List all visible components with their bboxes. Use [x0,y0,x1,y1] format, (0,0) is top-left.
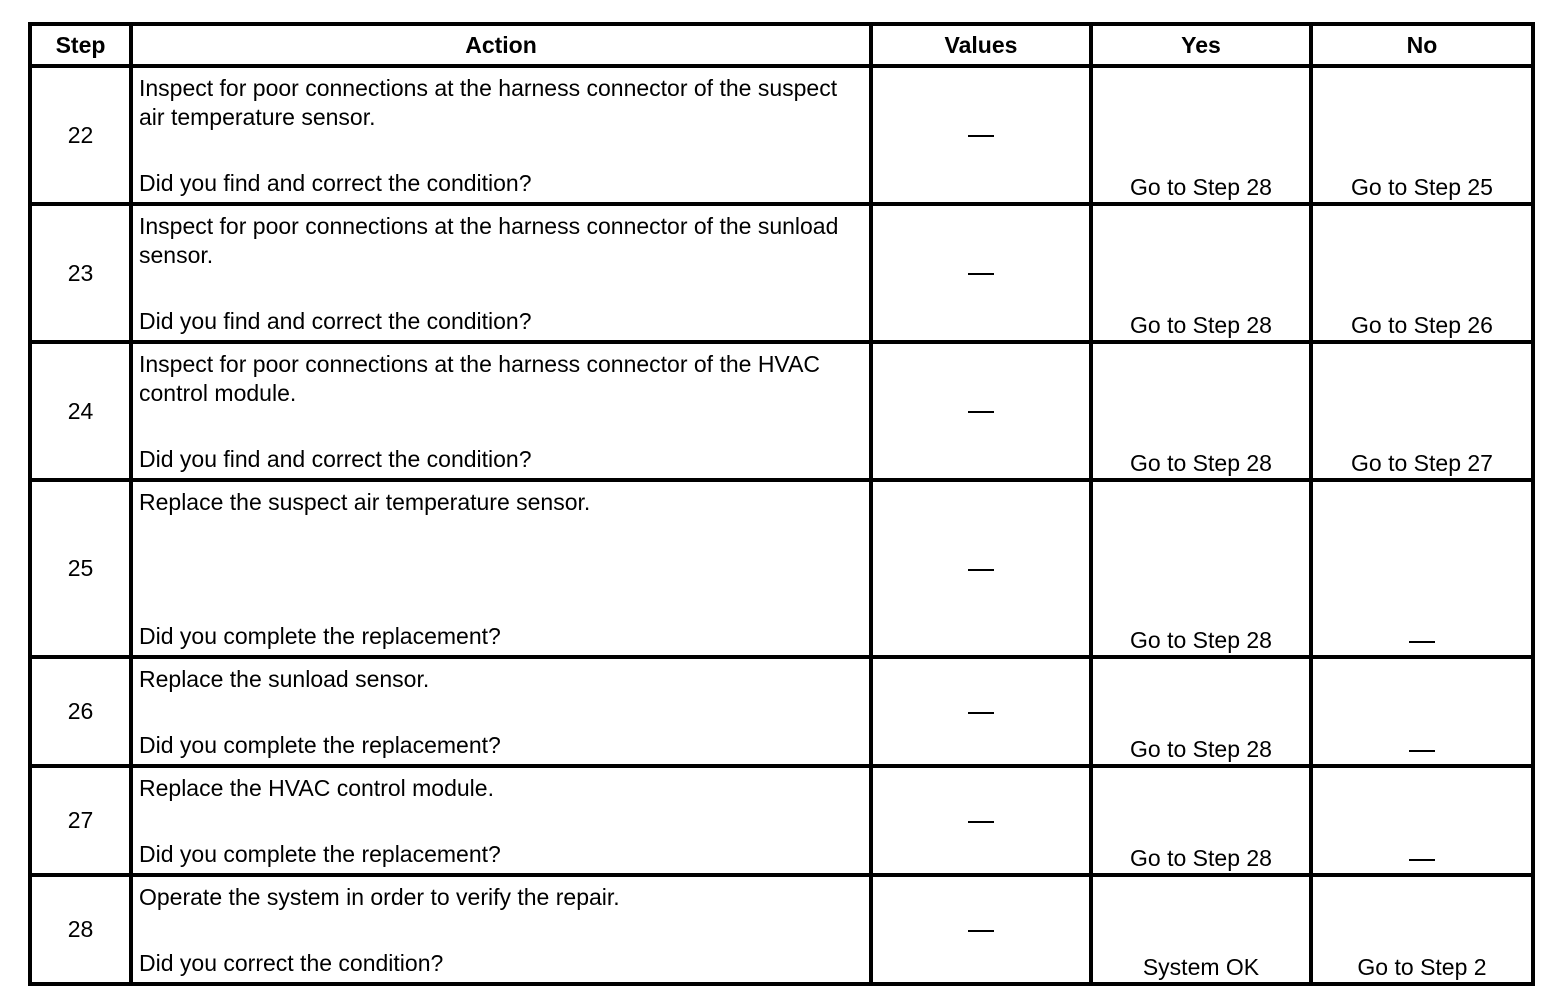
values-cell [871,657,1091,766]
values-cell [871,342,1091,480]
action-question: Did you correct the condition? [139,950,444,976]
header-values: Values [871,24,1091,66]
step-number: 26 [30,657,131,766]
yes-cell: Go to Step 28 [1091,66,1311,204]
step-number: 25 [30,480,131,657]
em-dash [968,930,994,932]
em-dash [968,411,994,413]
action-instruction: Inspect for poor connections at the harness connector of the sunload sensor. [139,213,839,268]
action-instruction: Replace the HVAC control module. [139,775,494,801]
table-header-row [30,24,1533,66]
action-instruction: Inspect for poor connections at the harness connector of the suspect air temperature sensor. [139,75,838,130]
no-cell [1311,480,1533,657]
action-cell [131,342,871,480]
header-no: No [1311,24,1533,66]
header-yes: Yes [1091,24,1311,66]
yes-cell: Go to Step 28 [1091,342,1311,480]
em-dash [1409,750,1435,752]
em-dash [1409,859,1435,861]
values-cell [871,480,1091,657]
table-row [30,766,1533,875]
values-cell [871,766,1091,875]
step-number: 28 [30,875,131,984]
table-row [30,342,1533,480]
no-cell: Go to Step 25 [1311,66,1533,204]
step-number: 27 [30,766,131,875]
em-dash [1409,641,1435,643]
yes-cell: System OK [1091,875,1311,984]
action-cell [131,66,871,204]
table-row [30,204,1533,342]
table-row [30,657,1533,766]
yes-cell: Go to Step 28 [1091,657,1311,766]
no-cell: Go to Step 27 [1311,342,1533,480]
action-question: Did you find and correct the condition? [139,170,532,196]
em-dash [968,712,994,714]
action-cell [131,875,871,984]
em-dash [968,273,994,275]
step-number: 22 [30,66,131,204]
values-cell [871,875,1091,984]
em-dash [968,821,994,823]
values-cell [871,66,1091,204]
header-step: Step [30,24,131,66]
yes-cell: Go to Step 28 [1091,480,1311,657]
action-question: Did you find and correct the condition? [139,308,532,334]
em-dash [968,135,994,137]
action-cell [131,766,871,875]
table-row [30,480,1533,657]
diagnostic-steps-table [28,22,1535,986]
action-question: Did you find and correct the condition? [139,446,532,472]
action-question: Did you complete the replacement? [139,841,501,867]
action-question: Did you complete the replacement? [139,732,501,758]
action-instruction: Operate the system in order to verify the repair. [139,884,620,910]
no-cell [1311,766,1533,875]
action-instruction: Replace the sunload sensor. [139,666,430,692]
values-cell [871,204,1091,342]
action-cell [131,480,871,657]
yes-cell: Go to Step 28 [1091,204,1311,342]
action-question: Did you complete the replacement? [139,623,501,649]
yes-cell: Go to Step 28 [1091,766,1311,875]
action-cell [131,657,871,766]
no-cell: Go to Step 2 [1311,875,1533,984]
no-cell: Go to Step 26 [1311,204,1533,342]
action-instruction: Replace the suspect air temperature sensor. [139,489,591,515]
em-dash [968,569,994,571]
header-action: Action [131,24,871,66]
step-number: 24 [30,342,131,480]
table-row [30,66,1533,204]
table-row [30,875,1533,984]
no-cell [1311,657,1533,766]
step-number: 23 [30,204,131,342]
action-cell [131,204,871,342]
action-instruction: Inspect for poor connections at the harness connector of the HVAC control module. [139,351,821,406]
